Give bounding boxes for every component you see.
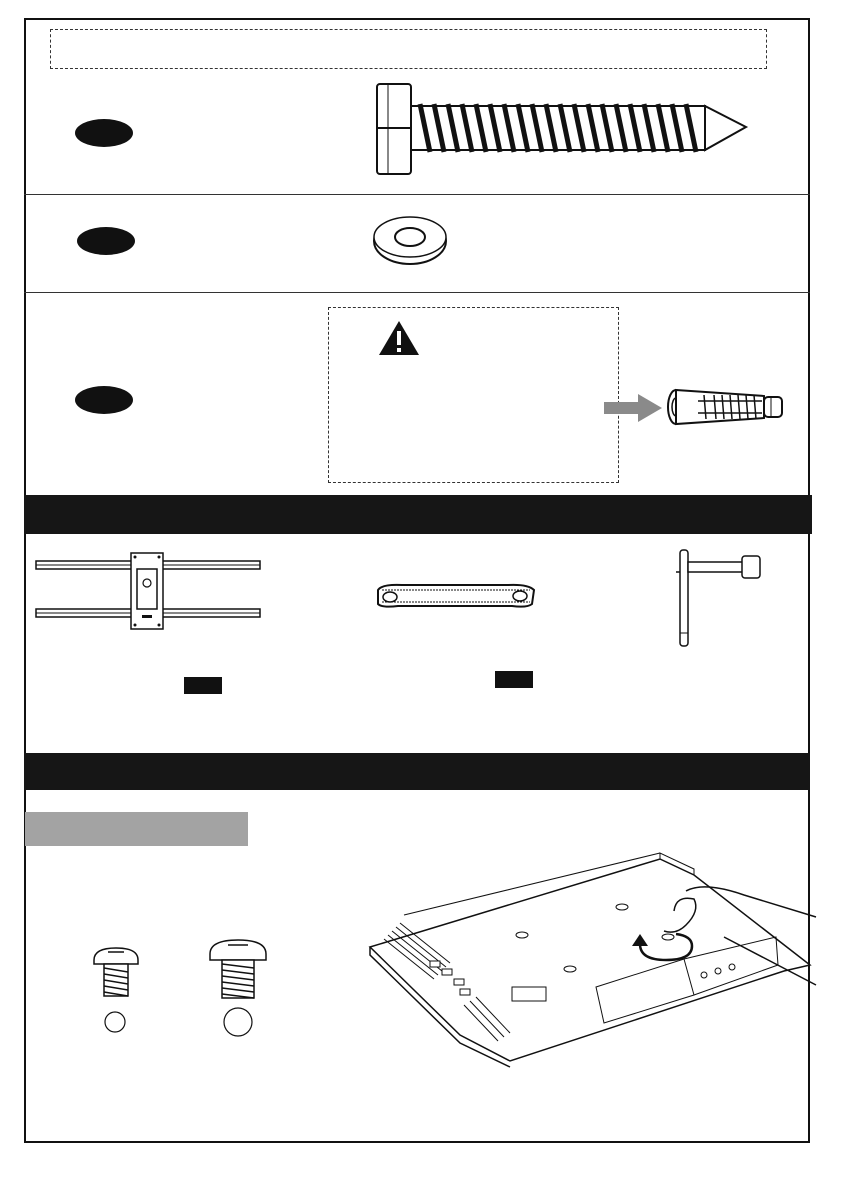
tv-back-icon xyxy=(364,855,816,1065)
warning-box xyxy=(328,307,619,483)
washer-icon xyxy=(372,215,448,267)
rotate-arrow-icon xyxy=(630,930,700,962)
socket-wrench-icon xyxy=(666,548,762,648)
wall-plate-icon xyxy=(36,553,260,629)
title-box xyxy=(50,29,767,69)
part-badge-b xyxy=(77,227,135,255)
part-badge-a xyxy=(75,119,133,147)
part-badge-c xyxy=(75,386,133,414)
screw-icon xyxy=(208,938,268,1038)
bracket-arm-tag xyxy=(495,671,533,688)
lag-bolt-icon xyxy=(370,80,750,180)
divider xyxy=(24,194,810,195)
warning-triangle-icon xyxy=(378,320,420,356)
section-band xyxy=(24,495,812,534)
wall-anchor-icon xyxy=(666,387,786,427)
section-band xyxy=(24,753,810,790)
wall-plate-tag xyxy=(184,677,222,694)
screw-icon xyxy=(92,946,140,1036)
divider xyxy=(24,292,810,293)
arrow-right-icon xyxy=(604,394,662,422)
tv-bracket-arm-icon xyxy=(372,582,538,612)
step-tab xyxy=(25,812,248,846)
